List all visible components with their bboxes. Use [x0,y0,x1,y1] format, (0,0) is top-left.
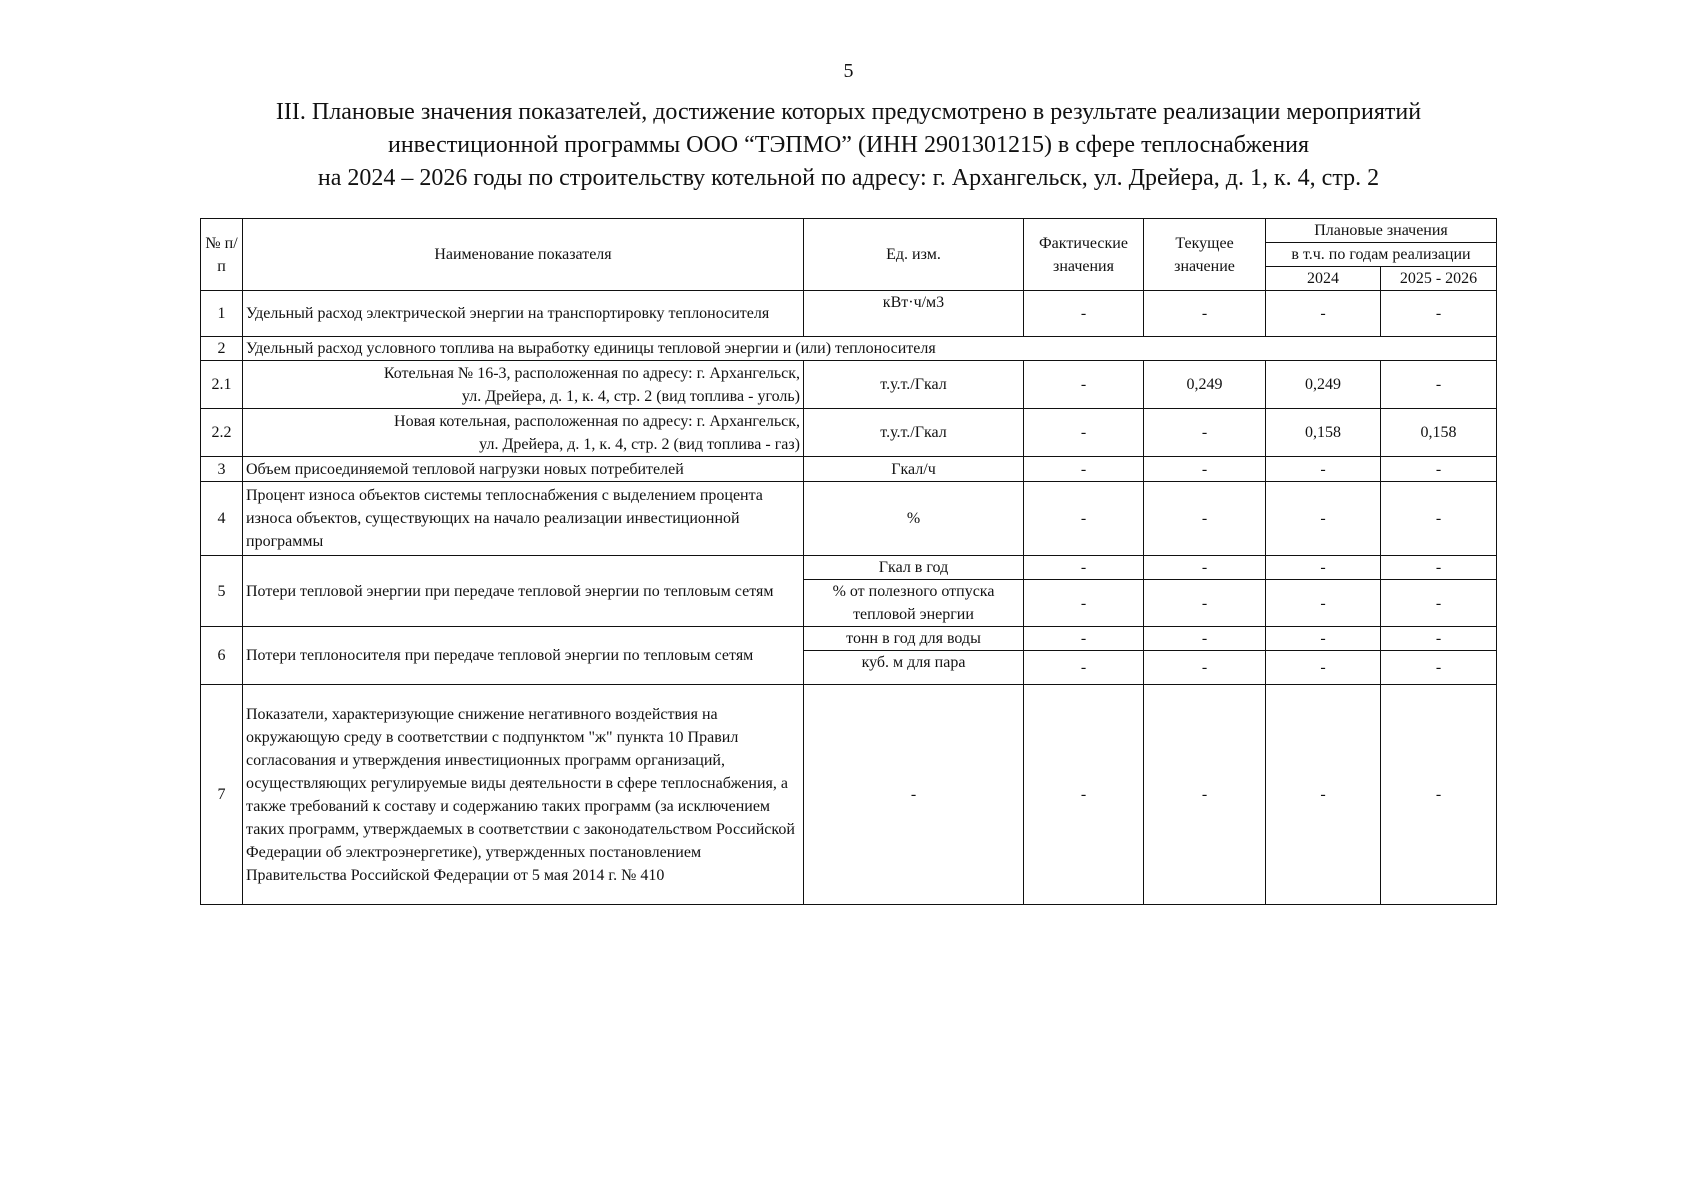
row-2025-2026: - [1381,627,1497,651]
title-line-1: III. Плановые значения показателей, достижение которых предусмотрено в результате реализации мероприятий [275,99,1422,125]
table-row-2-2 [201,409,1497,457]
row-2024: - [1266,651,1381,685]
header-row-1 [201,219,1497,243]
row-current: - [1144,627,1266,651]
row-2024: - [1266,457,1381,482]
row-actual: - [1024,482,1144,556]
row-name: Процент износа объектов системы теплоснабжения с выделением процента износа объектов, существующих на начало реализации инвестиционной программы [243,482,804,556]
row-2024: - [1266,556,1381,580]
table-row-3 [201,457,1497,482]
header-actual: Фактические значения [1024,219,1144,291]
row-2025-2026: - [1381,651,1497,685]
row-unit: - [804,685,1024,905]
table-row-4 [201,482,1497,556]
row-actual: - [1024,457,1144,482]
row-2024: - [1266,580,1381,627]
row-num: 4 [201,482,243,556]
row-current: - [1144,556,1266,580]
row-current: - [1144,580,1266,627]
table-row-5a [201,556,1497,580]
row-name: Удельный расход электрической энергии на транспортировку теплоносителя [243,291,804,337]
document-title [0,96,1697,195]
header-num: № п/п [201,219,243,291]
row-actual: - [1024,651,1144,685]
row-unit: % от полезного отпуска тепловой энергии [804,580,1024,627]
row-name: Потери тепловой энергии при передаче тепловой энергии по тепловым сетям [243,556,804,627]
row-2024: - [1266,627,1381,651]
table-row-2 [201,337,1497,361]
row-unit: т.у.т./Гкал [804,361,1024,409]
row-2025-2026: 0,158 [1381,409,1497,457]
row-num: 7 [201,685,243,905]
row-actual: - [1024,291,1144,337]
row-name-line-2: ул. Дрейера, д. 1, к. 4, стр. 2 (вид топлива - газ) [479,435,800,453]
row-current: - [1144,291,1266,337]
row-num: 2.1 [201,361,243,409]
header-planned: Плановые значения [1266,219,1497,243]
row-name [243,361,804,409]
header-year-2025-2026: 2025 - 2026 [1381,267,1497,291]
row-actual: - [1024,580,1144,627]
row-unit: Гкал в год [804,556,1024,580]
table-row-6a [201,627,1497,651]
row-2025-2026: - [1381,580,1497,627]
row-2024: 0,249 [1266,361,1381,409]
page-number: 5 [843,60,854,82]
row-name: Показатели, характеризующие снижение негативного воздействия на окружающую среду в соответствии с подпунктом "ж" пункта 10 Правил согласования и утверждения инвестиционных программ организаций, осуществляющих регулируемые виды деятельности в сфере теплоснабжения, а также требований к составу и содержанию таких программ (за исключением таких программ, утверждаемых в соответствии с законодательством Российской Федерации об электроэнергетике), утвержденных постановлением Правительства Российской Федерации от 5 мая 2014 г. № 410 [243,685,804,905]
row-name: Потери теплоносителя при передаче тепловой энергии по тепловым сетям [243,627,804,685]
title-line-3: на 2024 – 2026 годы по строительству котельной по адресу: г. Архангельск, ул. Дрейера, д. 1, к. 4, стр. 2 [317,165,1380,191]
row-name [243,409,804,457]
title-line-2: инвестиционной программы ООО “ТЭПМО” (ИНН 2901301215) в сфере теплоснабжения [387,132,1310,158]
row-unit: т.у.т./Гкал [804,409,1024,457]
row-current: - [1144,457,1266,482]
row-num: 3 [201,457,243,482]
row-2024: - [1266,291,1381,337]
row-2024: - [1266,482,1381,556]
row-name-line-2: ул. Дрейера, д. 1, к. 4, стр. 2 (вид топлива - уголь) [461,387,800,405]
row-2025-2026: - [1381,482,1497,556]
table-row-7 [201,685,1497,905]
row-name: Объем присоединяемой тепловой нагрузки новых потребителей [243,457,804,482]
row-actual: - [1024,361,1144,409]
row-actual: - [1024,627,1144,651]
row-2025-2026: - [1381,361,1497,409]
row-num: 6 [201,627,243,685]
row-num: 1 [201,291,243,337]
header-current: Текущее значение [1144,219,1266,291]
table-row-2-1 [201,361,1497,409]
row-actual: - [1024,556,1144,580]
row-unit: % [804,482,1024,556]
row-actual: - [1024,685,1144,905]
row-unit: Гкал/ч [804,457,1024,482]
row-2025-2026: - [1381,685,1497,905]
row-name-line-1: Новая котельная, расположенная по адресу: г. Архангельск, [394,412,800,430]
row-2025-2026: - [1381,291,1497,337]
row-name: Удельный расход условного топлива на выработку единицы тепловой энергии и (или) теплоносителя [243,337,1497,361]
header-unit: Ед. изм. [804,219,1024,291]
row-unit: кВт·ч/м3 [804,291,1024,337]
header-by-years: в т.ч. по годам реализации [1266,243,1497,267]
header-year-2024: 2024 [1266,267,1381,291]
row-2025-2026: - [1381,457,1497,482]
row-actual: - [1024,409,1144,457]
row-current: - [1144,651,1266,685]
row-current: 0,249 [1144,361,1266,409]
row-name-line-1: Котельная № 16-3, расположенная по адресу: г. Архангельск, [383,364,800,382]
indicators-table [200,218,1497,905]
row-num: 2.2 [201,409,243,457]
row-num: 2 [201,337,243,361]
row-unit: куб. м для пара [804,651,1024,685]
row-2024: - [1266,685,1381,905]
row-unit: тонн в год для воды [804,627,1024,651]
table-row-1 [201,291,1497,337]
row-current: - [1144,482,1266,556]
header-name: Наименование показателя [243,219,804,291]
row-current: - [1144,685,1266,905]
row-2025-2026: - [1381,556,1497,580]
row-current: - [1144,409,1266,457]
row-num: 5 [201,556,243,627]
row-2024: 0,158 [1266,409,1381,457]
